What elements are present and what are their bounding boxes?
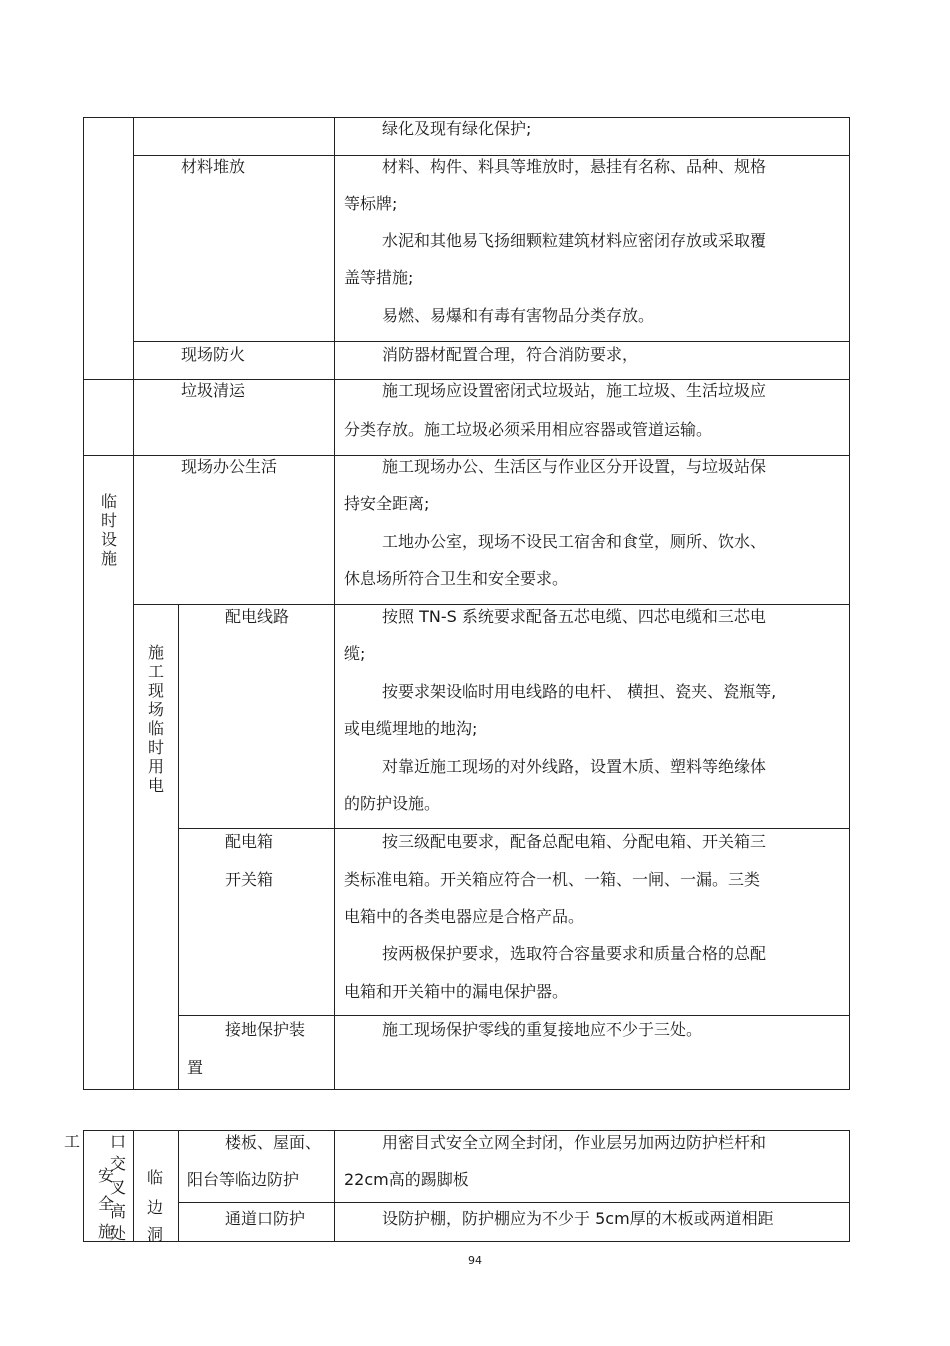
col-divider [334, 1130, 335, 1242]
desc-line: 工地办公室，现场不设民工宿舍和食堂，厕所、饮水、 [382, 532, 767, 551]
page-number: 94 [468, 1254, 482, 1267]
desc-line: 电箱和开关箱中的漏电保护器。 [344, 982, 569, 1001]
table-border-left [83, 117, 84, 1090]
desc-line: 的防护设施。 [344, 794, 441, 813]
desc-line: 22cm高的踢脚板 [344, 1170, 469, 1189]
table-border-bottom [83, 1089, 850, 1090]
table-border-top [83, 117, 850, 118]
category-char: 安 [98, 1166, 115, 1185]
subcategory-char: 临 [147, 1168, 164, 1187]
desc-line: 电箱中的各类电器应是合格产品。 [344, 907, 585, 926]
row-divider [178, 1015, 850, 1016]
desc-line: 对靠近施工现场的对外线路，设置木质、塑料等绝缘体 [382, 757, 767, 776]
category-char: 交 [110, 1154, 127, 1173]
desc-line: 按照 TN-S 系统要求配备五芯电缆、四芯电缆和三芯电 [382, 607, 766, 626]
col-divider [334, 117, 335, 1090]
desc-line: 缆; [344, 644, 366, 663]
row-divider [83, 379, 850, 380]
item-label-switch-box: 开关箱 [225, 870, 274, 889]
desc-line: 设防护棚，防护棚应为不少于 5cm厚的木板或两道相距 [382, 1209, 774, 1228]
col-divider [133, 117, 134, 1090]
desc-line: 按三级配电要求，配备总配电箱、分配电箱、开关箱三 [382, 832, 767, 851]
table-border-right [849, 117, 850, 1090]
item-label-distribution-box: 配电箱 [225, 832, 274, 851]
category-char: 叉 [110, 1178, 127, 1197]
col-divider [178, 604, 179, 1090]
category-char: 施 [98, 1222, 115, 1241]
subcategory-char: 边 [147, 1198, 164, 1217]
item-label-grounding: 接地保护装 [225, 1020, 306, 1039]
table-border-left [83, 1130, 84, 1242]
item-label-garbage: 垃圾清运 [181, 381, 246, 400]
item-label-office: 现场办公生活 [181, 457, 278, 476]
desc-line: 易燃、易爆和有毒有害物品分类存放。 [382, 306, 655, 325]
table-border-top [83, 1130, 850, 1131]
category-char: 处 [110, 1224, 127, 1243]
desc-line: 等标牌; [344, 194, 398, 213]
item-label-edge-cont: 阳台等临边防护 [187, 1170, 300, 1189]
item-label-wiring: 配电线路 [225, 607, 290, 626]
desc-line: 休息场所符合卫生和安全要求。 [344, 569, 569, 588]
item-label-materials: 材料堆放 [181, 157, 246, 176]
row-divider [133, 341, 850, 342]
desc-line: 水泥和其他易飞扬细颗粒建筑材料应密闭存放或采取覆 [382, 231, 767, 250]
category-char: 全 [98, 1194, 115, 1213]
category-temporary-facilities: 临 时 设 施 [100, 492, 117, 568]
desc-line: 持安全距离; [344, 494, 430, 513]
row-divider [133, 155, 850, 156]
desc-line: 材料、构件、料具等堆放时，悬挂有名称、品种、规格 [382, 157, 767, 176]
row-divider [133, 604, 850, 605]
row-divider [178, 828, 850, 829]
margin-char: 工 [64, 1132, 81, 1151]
table-border-bottom [83, 1241, 850, 1242]
category-char: 高 [110, 1202, 127, 1221]
desc-line: 施工现场应设置密闭式垃圾站，施工垃圾、生活垃圾应 [382, 381, 767, 400]
desc-line: 类标准电箱。开关箱应符合一机、一箱、一闸、一漏。三类 [344, 870, 761, 889]
col-divider [178, 1130, 179, 1242]
subcategory-temporary-power: 施 工 现 场 临 时 用 电 [147, 643, 164, 795]
item-label-grounding-cont: 置 [187, 1058, 204, 1077]
item-label-passage: 通道口防护 [225, 1209, 306, 1228]
desc-line: 按要求架设临时用电线路的电杆、 横担、瓷夹、瓷瓶等, [382, 682, 777, 701]
category-char: 口 [110, 1132, 127, 1151]
row-divider [178, 1202, 850, 1203]
table-border-right [849, 1130, 850, 1242]
desc-line: 或电缆埋地的地沟; [344, 719, 478, 738]
desc-line: 绿化及现有绿化保护; [382, 119, 532, 138]
desc-line: 施工现场保护零线的重复接地应不少于三处。 [382, 1020, 703, 1039]
desc-line: 分类存放。施工垃圾必须采用相应容器或管道运输。 [344, 420, 713, 439]
desc-line: 按两极保护要求，选取符合容量要求和质量合格的总配 [382, 944, 767, 963]
col-divider [133, 1130, 134, 1242]
desc-line: 施工现场办公、生活区与作业区分开设置，与垃圾站保 [382, 457, 767, 476]
desc-line: 盖等措施; [344, 268, 414, 287]
row-divider [83, 455, 850, 456]
desc-line: 用密目式安全立网全封闭，作业层另加两边防护栏杆和 [382, 1133, 767, 1152]
subcategory-char: 洞 [147, 1225, 164, 1244]
desc-line: 消防器材配置合理，符合消防要求， [382, 345, 639, 364]
item-label-fire: 现场防火 [181, 345, 246, 364]
item-label-edge: 楼板、屋面、 [225, 1133, 322, 1152]
